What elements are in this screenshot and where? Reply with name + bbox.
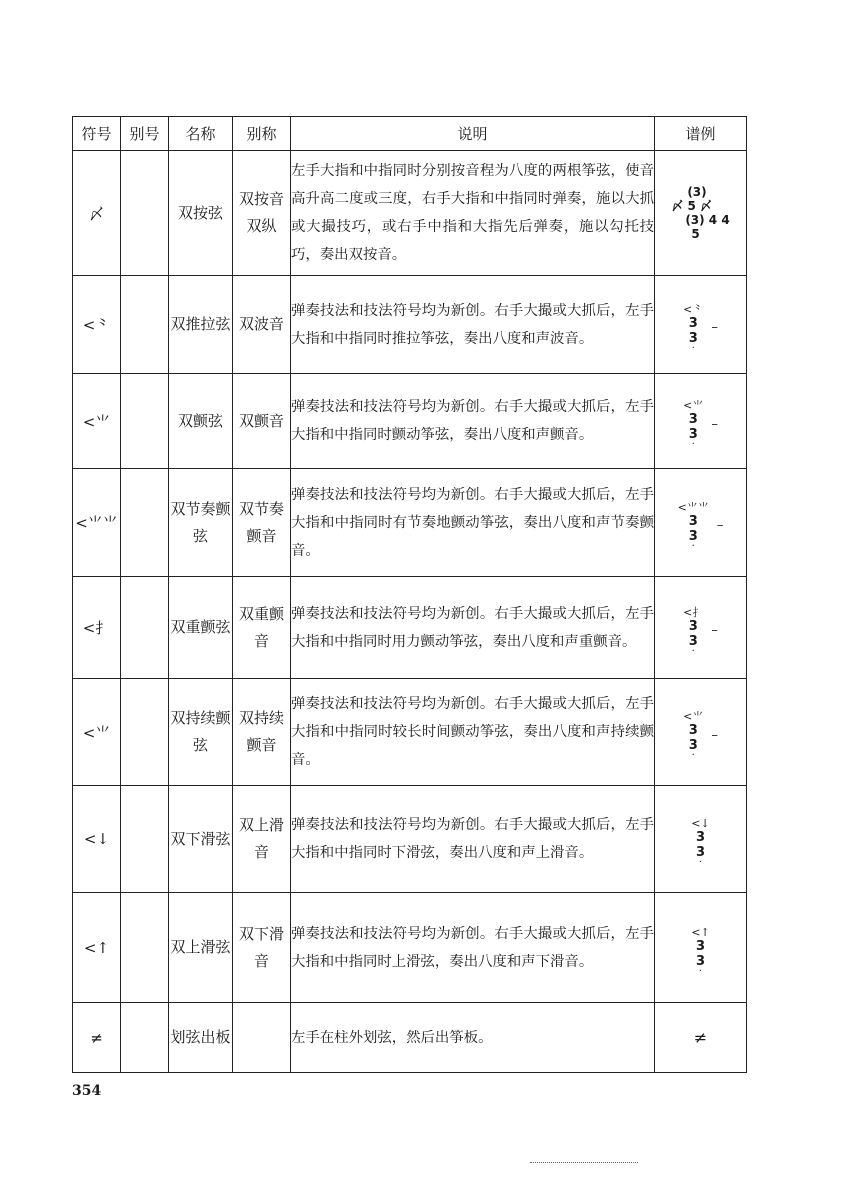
name-cell: 双颤弦 [169,374,233,469]
scan-artifact [530,1162,638,1165]
description-cell: 弹奏技法和技法符号均为新创。右手大撮或大抓后，左手大指和中指同时推拉筝弦，奏出八度和声波音。 [291,276,655,374]
description-cell: 弹奏技法和技法符号均为新创。右手大撮或大抓后，左手大指和中指同时下滑弦，奏出八度和声上滑音。 [291,786,655,893]
symbol-cell: <↓ [73,786,121,893]
symbol-cell: <⺌ [73,679,121,786]
page-number: 354 [72,1083,102,1099]
score-example [671,185,729,241]
ornament-mark: <⺌⺌ [677,500,709,514]
ornament-mark: <↓ [691,817,710,830]
header-row [73,117,747,151]
table-row [73,374,747,469]
alias-symbol-cell [121,577,169,679]
alias-name-cell: 双颤音 [233,374,291,469]
description-cell: 弹奏技法和技法符号均为新创。右手大撮或大抓后，左手大指和中指同时上滑弦，奏出八度和声下滑音。 [291,893,655,1003]
header-alias-symbol: 别号 [121,117,169,151]
header-description: 说明 [291,117,655,151]
alias-symbol-cell [121,151,169,276]
header-example: 谱例 [655,117,747,151]
example-cell [655,374,747,469]
alias-symbol-cell [121,893,169,1003]
symbol-cell: <↑ [73,893,121,1003]
header-alias-name: 别称 [233,117,291,151]
table-row [73,469,747,577]
name-cell: 双推拉弦 [169,276,233,374]
note-bottom: 3 [688,330,698,346]
example-cell [655,679,747,786]
octave-dot: · [691,645,695,657]
note-top: 3 [695,830,706,845]
note-bottom: 3 [688,633,698,649]
dash: – [711,727,718,743]
alias-name-cell: 双波音 [233,276,291,374]
score-line: 5 [691,226,700,241]
alias-name-cell: 双重颤音 [233,577,291,679]
ornament-mark: <↑ [691,925,710,939]
octave-dot: · [698,857,703,868]
alias-name-cell: 双节奏颤音 [233,469,291,577]
example-cell [655,577,747,679]
symbol-cell: <⺌ [73,374,121,469]
example-cell [655,276,747,374]
technique-table [72,116,747,1073]
symbol-cell: <⺌⺌ [73,469,121,577]
example-cell [655,469,747,577]
note-bottom: 3 [688,738,698,753]
name-cell: 双持续颤弦 [169,679,233,786]
description-cell: 左手在柱外划弦，然后出筝板。 [291,1003,655,1073]
note-top: 3 [688,513,698,529]
note-top: 3 [688,315,698,331]
ornament-mark: <⺌ [683,710,704,723]
score-line: 〆 5 〆 [671,198,713,213]
octave-dot: · [691,540,695,552]
note-top: 3 [688,412,698,427]
name-cell: 双下滑弦 [169,786,233,893]
ornament-mark: <⺀ [683,302,704,316]
table-row [73,276,747,374]
name-cell: 双按弦 [169,151,233,276]
alias-name-cell: 双持续颤音 [233,679,291,786]
header-symbol: 符号 [73,117,121,151]
note-top: 3 [688,723,698,738]
octave-dot: · [691,439,695,450]
alias-name-cell [233,1003,291,1073]
octave-dot: · [691,750,695,761]
dash: – [711,320,718,335]
alias-symbol-cell [121,469,169,577]
note-bottom: 3 [688,427,698,442]
example-cell [655,1003,747,1073]
note-top: 3 [688,618,698,634]
alias-name-cell: 双按音 双纵 [233,151,291,276]
description-cell: 左手大指和中指同时分别按音程为八度的两根筝弦，使音高升高二度或三度，右手大指和中指同时弹奏，施以大抓或大撮技巧，或右手中指和大指先后弹奏，施以勾托技巧，奏出双按音。 [291,151,655,276]
dash: – [716,518,724,533]
score-line: (3) 4 4 [685,212,730,227]
note-top: 3 [695,938,706,954]
name-cell: 双重颤弦 [169,577,233,679]
table-row [73,577,747,679]
alias-symbol-cell [121,1003,169,1073]
octave-dot: · [691,342,695,354]
table-row [73,151,747,276]
dash: – [711,416,718,432]
name-cell: 双节奏颤弦 [169,469,233,577]
description-cell: 弹奏技法和技法符号均为新创。右手大撮或大抓后，左手大指和中指同时用力颤动筝弦，奏出八度和声重颤音。 [291,577,655,679]
example-cell [655,893,747,1003]
note-bottom: 3 [688,528,698,544]
dash: – [711,623,718,638]
description-cell: 弹奏技法和技法符号均为新创。右手大撮或大抓后，左手大指和中指同时颤动筝弦，奏出八度和声颤音。 [291,374,655,469]
example-cell [655,151,747,276]
table-row [73,1003,747,1073]
ornament-mark: ≠ [693,1028,708,1047]
ornament-mark: <⺌ [683,399,704,412]
table-row [73,893,747,1003]
alias-name-cell: 双上滑音 [233,786,291,893]
ornament-mark: <⺘ [683,605,704,619]
score-line: (3) [687,184,707,199]
symbol-cell: <⺀ [73,276,121,374]
symbol-cell: ≠ [73,1003,121,1073]
alias-symbol-cell [121,786,169,893]
alias-name-cell: 双下滑音 [233,893,291,1003]
name-cell: 划弦出板 [169,1003,233,1073]
table-row [73,679,747,786]
description-cell: 弹奏技法和技法符号均为新创。右手大撮或大抓后，左手大指和中指同时有节奏地颤动筝弦，奏出八度和声节奏颤音。 [291,469,655,577]
note-bottom: 3 [695,953,706,969]
alias-symbol-cell [121,679,169,786]
octave-dot: · [698,965,703,977]
alias-symbol-cell [121,374,169,469]
example-cell [655,786,747,893]
symbol-cell: <⺘ [73,577,121,679]
symbol-cell: 〆 [73,151,121,276]
table-row [73,786,747,893]
description-cell: 弹奏技法和技法符号均为新创。右手大撮或大抓后，左手大指和中指同时较长时间颤动筝弦，奏出八度和声持续颤音。 [291,679,655,786]
note-bottom: 3 [695,845,706,860]
alias-symbol-cell [121,276,169,374]
header-name: 名称 [169,117,233,151]
name-cell: 双上滑弦 [169,893,233,1003]
